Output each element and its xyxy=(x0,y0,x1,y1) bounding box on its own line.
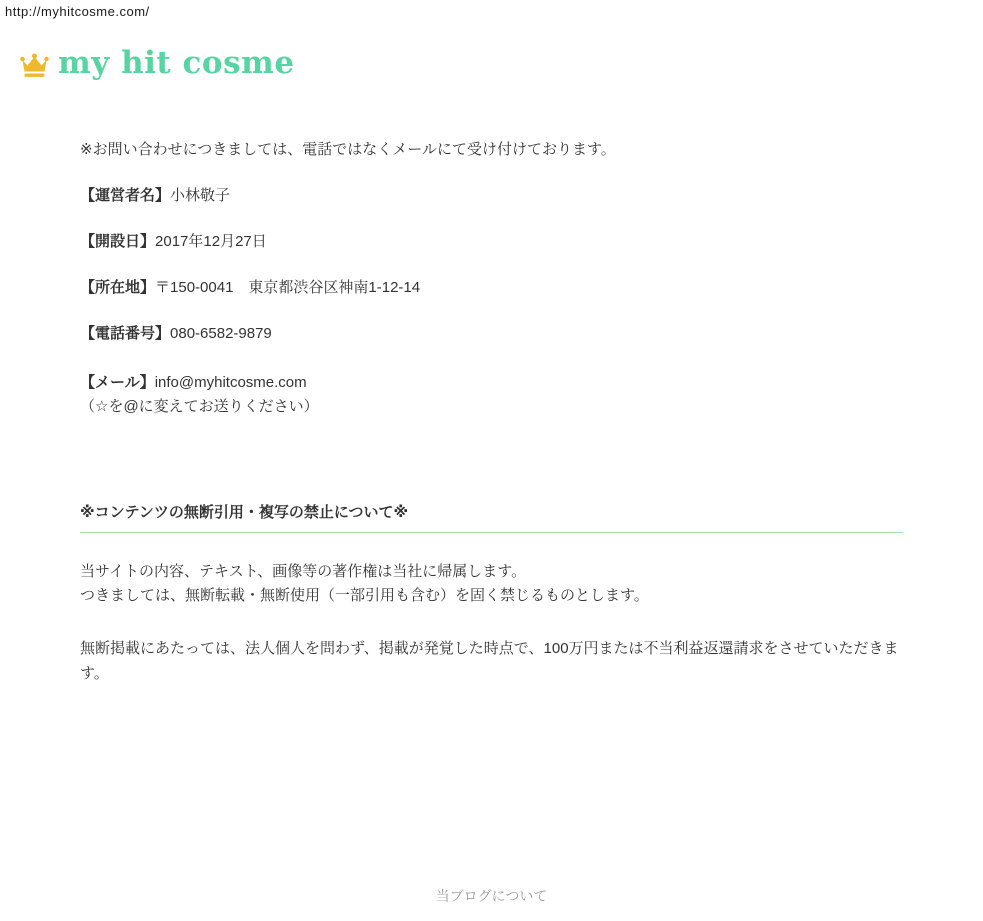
open-date-label: 【開設日】 xyxy=(80,233,156,250)
open-date-value: 2017年12月27日 xyxy=(155,233,267,250)
phone-row xyxy=(80,325,903,343)
site-logo[interactable] xyxy=(20,45,295,81)
page-footer xyxy=(0,886,983,906)
about-blog-link[interactable]: 当ブログについて xyxy=(435,888,548,904)
page-url-text: http://myhitcosme.com/ xyxy=(5,4,150,19)
phone-value: 080-6582-9879 xyxy=(170,325,272,342)
no-copy-section-heading: ※コンテンツの無断引用・複写の禁止について※ xyxy=(80,503,409,521)
copyright-line-2: つきましては、無断転載・無断使用（一部引用も含む）を固く禁じるものとします。 xyxy=(80,587,649,605)
section-divider xyxy=(80,532,903,533)
mail-note-text: （☆を@に変えてお送りください） xyxy=(80,398,319,416)
mail-row xyxy=(80,371,903,420)
mail-value: info@myhitcosme.com xyxy=(154,374,307,391)
copyright-line-1: 当サイトの内容、テキスト、画像等の著作権は当社に帰属します。 xyxy=(80,562,527,580)
phone-label: 【電話番号】 xyxy=(80,325,171,342)
mail-line xyxy=(80,371,903,395)
copyright-paragraph xyxy=(80,560,903,610)
operator-name-row xyxy=(80,187,903,205)
site-title: my hit cosme xyxy=(58,45,295,81)
about-page-content xyxy=(80,141,903,687)
address-value: 〒150-0041 東京都渋谷区神南1-12-14 xyxy=(155,279,421,296)
mail-label: 【メール】 xyxy=(80,374,155,391)
contact-note-text: ※お問い合わせにつきましては、電話ではなくメールにて受け付けております。 xyxy=(80,141,616,158)
address-row xyxy=(80,279,903,297)
address-label: 【所在地】 xyxy=(80,279,156,296)
open-date-row xyxy=(80,233,903,251)
penalty-paragraph: 無断掲載にあたっては、法人個人を問わず、掲載が発覚した時点で、100万円または不当利益返還請求をさせていただきます。 xyxy=(80,640,899,683)
crown-icon xyxy=(20,53,49,78)
operator-name-value: 小林敬子 xyxy=(170,187,231,204)
operator-name-label: 【運営者名】 xyxy=(80,187,171,204)
